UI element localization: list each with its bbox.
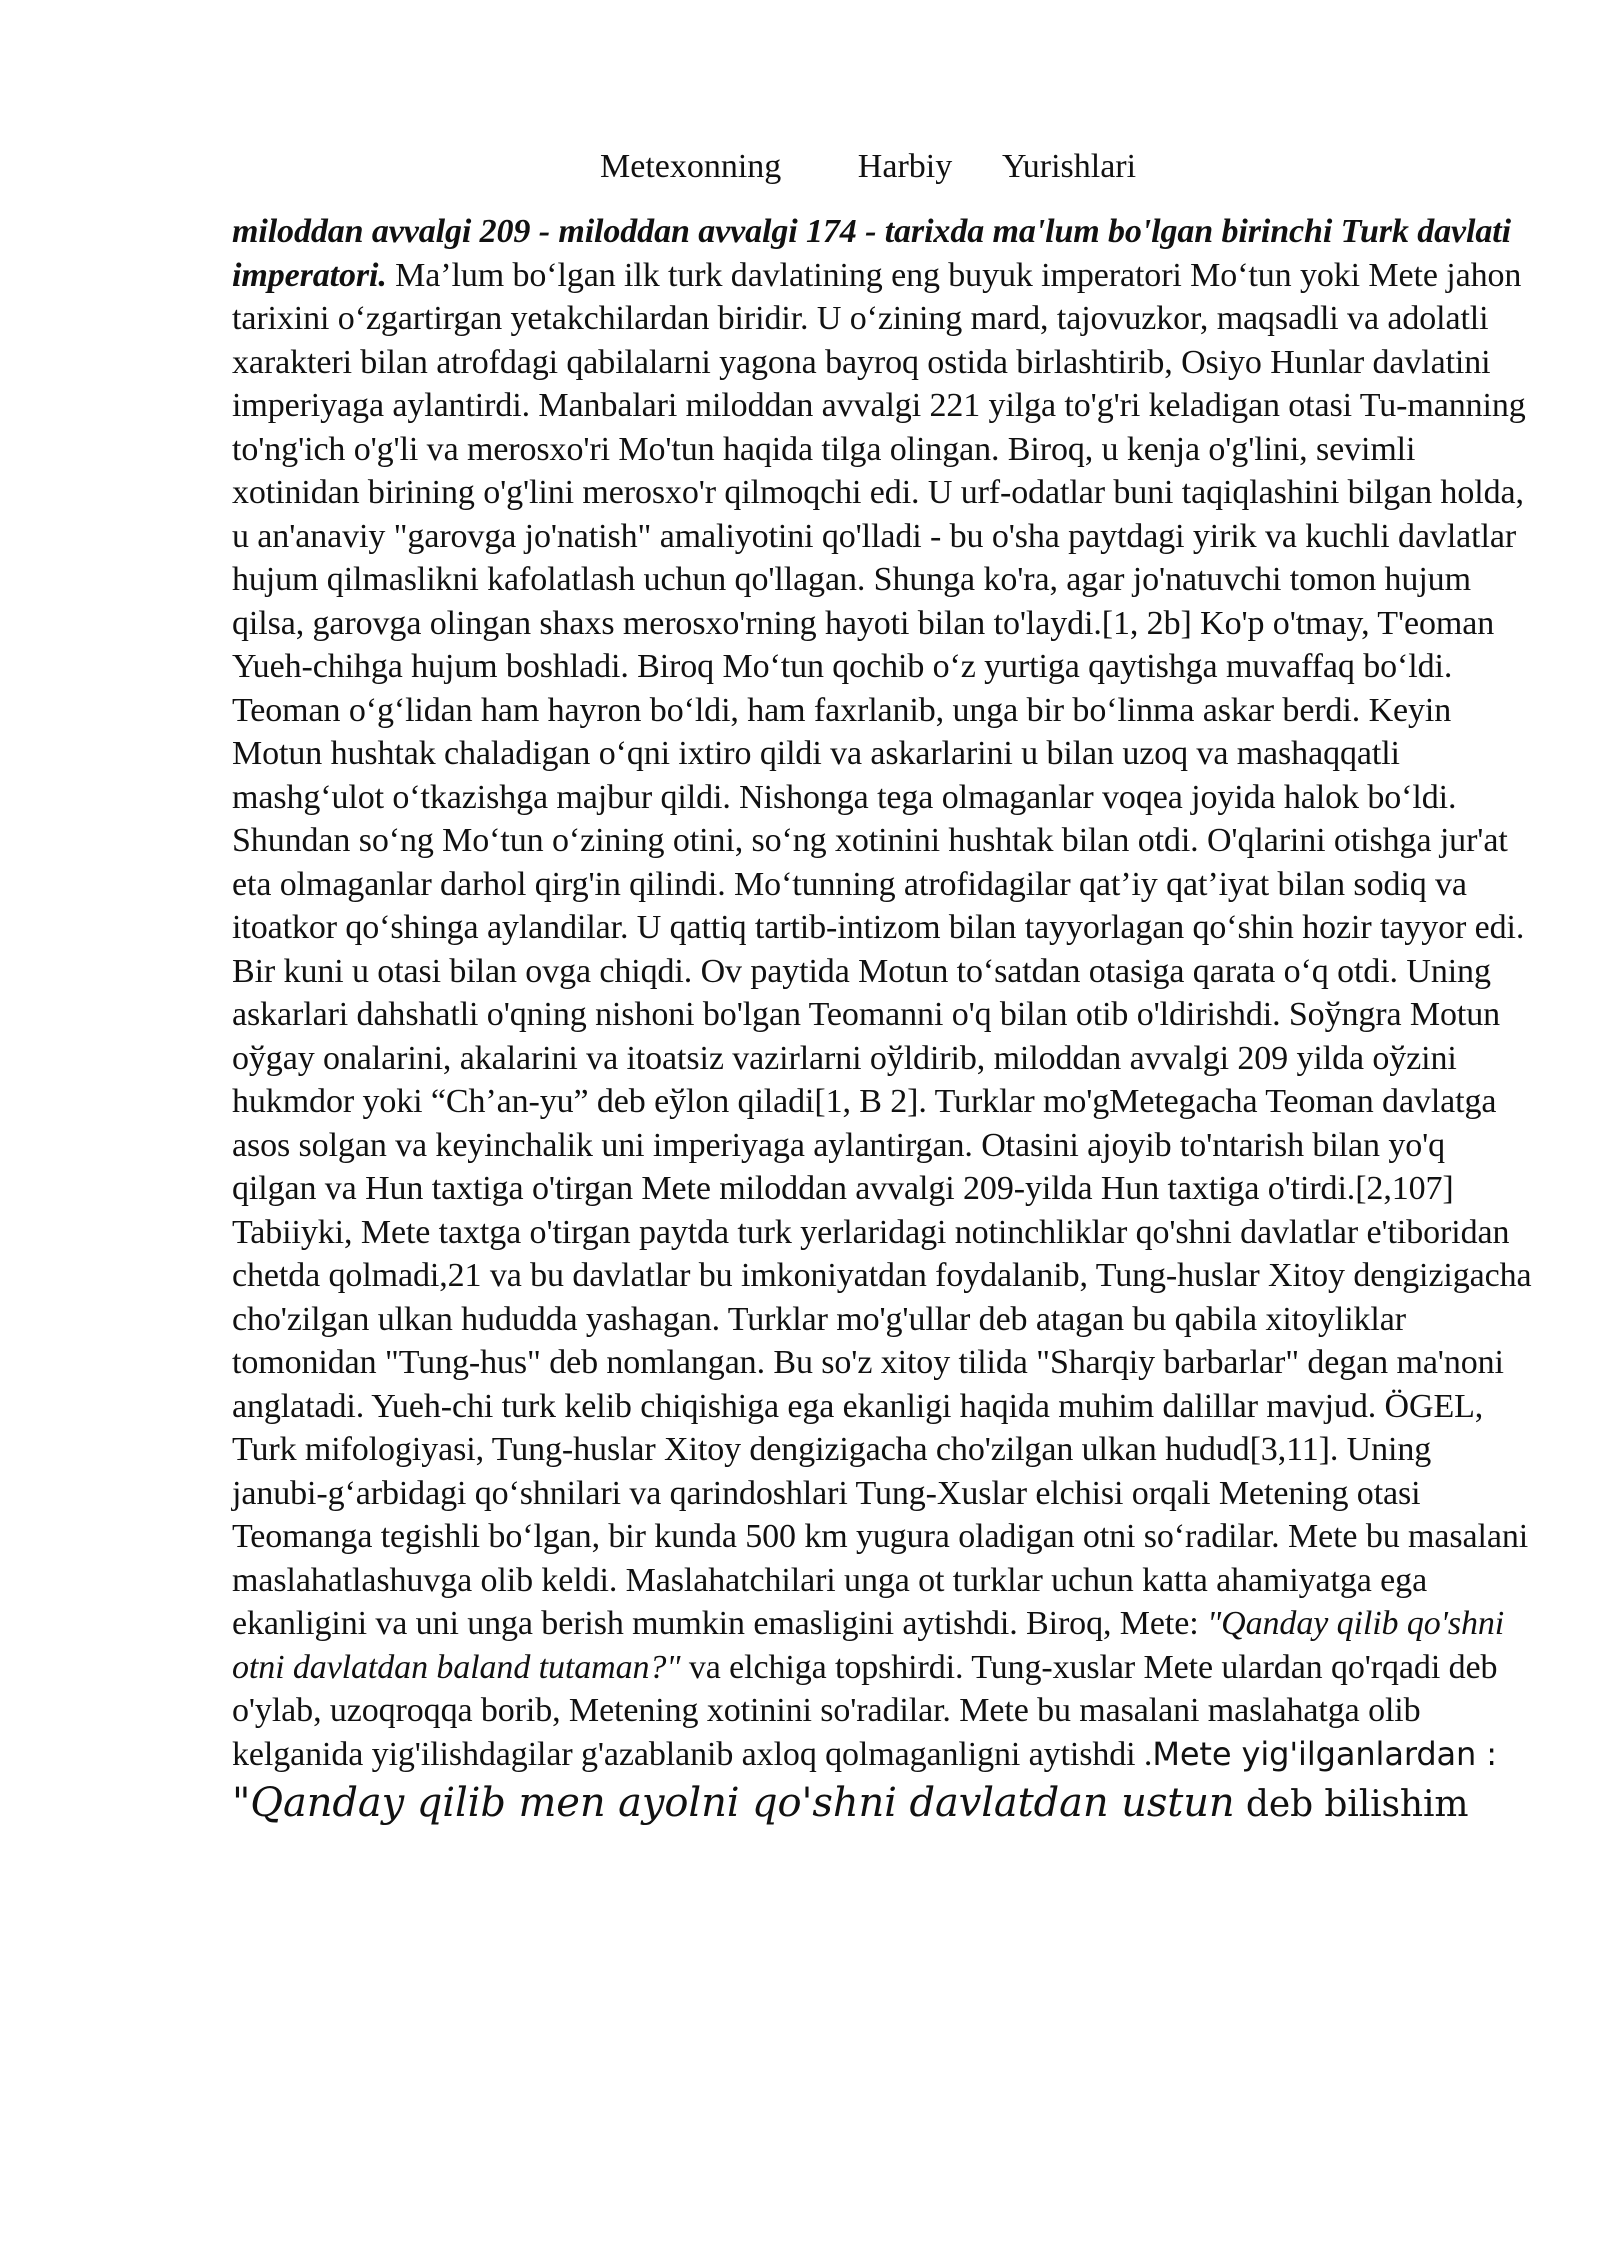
main-paragraph-text: Ma’lum bo‘lgan ilk turk davlatining eng buyuk imperatori Mo‘tun yoki Mete jahon tarixini o‘zgartirgan yetakchilardan biridir. U o‘zining mard, tajovuzkor, maqsadli va adolatli xarakteri bilan atrofdagi qabilalarni yagona bayroq ostida birlashtirib, Osiyo Hunlar davlatini imperiyaga aylantirdi. Manbalari miloddan avvalgi 221 yilga to'g'ri keladigan otasi Tu-manning to'ng'ich o'g'li va merosxo'ri Mo'tun haqida tilga olingan. Biroq, u kenja o'g'lini, sevimli xotinidan birining o'g'lini merosxo'r qilmoqchi edi. U urf-odatlar buni taqiqlashini bilgan holda, u an'anaviy "garovga jo'natish" amaliyotini qo'lladi - bu o'sha paytdagi yirik va kuchli davlatlar hujum qilmaslikni kafolatlash uchun qo'llagan. Shunga ko'ra, agar jo'natuvchi tomon hujum qilsa, garovga olingan shaxs merosxo'rning hayoti bilan to'laydi.[1, 2b] Ko'p o'tmay, T'eoman Yueh-chihga hujum boshladi. Biroq Mo‘tun qochib o‘z yurtiga qaytishga muvaffaq bo‘ldi. Teoman o‘g‘lidan ham hayron bo‘ldi, ham faxrlanib, unga bir bo‘linma askar berdi. Keyin Motun hushtak chaladigan o‘qni ixtiro qildi va askarlarini u bilan uzoq va mashaqqatli mashg‘ulot o‘tkazishga majbur qildi. Nishonga tega olmaganlar voqea joyida halok bo‘ldi. Shundan so‘ng Mo‘tun o‘zining otini, so‘ng xotinini hushtak bilan otdi. O'qlarini otishga jur'at eta olmaganlar darhol qirg'in qilindi. Mo‘tunning atrofidagilar qat’iy qat’iyat bilan sodiq va itoatkor qo‘shinga aylandilar. U qattiq tartib-intizom bilan tayyorlagan qo‘shin hozir tayyor edi. Bir kuni u otasi bilan ovga chiqdi. Ov paytida Motun to‘satdan otasiga qarata o‘q otdi. Uning askarlari dahshatli o'qning nishoni bo'lgan Teomanni o'q bilan otib o'ldirishdi. Soўngra Motun oўgay onalarini, akalarini va itoatsiz vazirlarni oўldirib, miloddan avvalgi 209 yilda oўzini hukmdor yoki “Ch’an-yu” deb eўlon qiladi[1, B 2]. Turklar mo'gMetegacha Teoman davlatga asos solgan va keyinchalik uni imperiyaga aylantirgan. Otasini ajoyib to'ntarish bilan yo'q qilgan va Hun taxtiga o'tirgan Mete miloddan avvalgi 209-yilda Hun taxtiga o'tirdi.[2,107] Tabiiyki, Mete taxtga o'tirgan paytda turk yerlaridagi notinchliklar qo'shni davlatlar e'tiboridan chetda qolmadi,21 va bu davlatlar bu imkoniyatdan foydalanib, Tung-huslar Xitoy dengizigacha cho'zilgan ulkan hududda yashagan. Turklar mo'g'ullar deb atagan bu qabila xitoyliklar tomonidan "Tung-hus" deb nomlangan. Bu so'z xitoy tilida "Sharqiy barbarlar" degan ma'noni anglatadi. Yueh-chi turk kelib chiqishiga ega ekanligi haqida muhim dalillar mavjud. ÖGEL, Turk mifologiyasi, Tung-huslar Xitoy dengizigacha cho'zilgan ulkan hudud[3,11]. Uning janubi-g‘arbidagi qo‘shnilari va qarindoshlari Tung-Xuslar elchisi orqali Metening otasi Teomanga tegishli bo‘lgan, bir kunda 500 km yugura oladigan otni so‘radilar. Mete bu masalani maslahatlashuvga olib keldi. Maslahatchilari unga ot turklar uchun katta ahamiyatga ega ekanligini va uni unga berish mumkin emasligini aytishdi. Biroq, Mete: — [232, 256, 1532, 1642]
document-title: Metexonning Harbiy Yurishlari — [600, 148, 1137, 185]
document-body — [232, 210, 1532, 1833]
quote-text-2: "Qanday qilib men ayolni qo'shni davlatdan ustun — [232, 1780, 1235, 1826]
quote-text-1: "Qanday qilib qo'shni otni davlatdan baland tutaman?" — [232, 1605, 1505, 1686]
lead-bold-text: miloddan avvalgi 209 - miloddan avvalgi 174 - tarixda ma'lum bo'lgan birinchi Turk davlati imperatori. — [232, 213, 1511, 294]
tail-text: deb bilishim — [1234, 1784, 1469, 1825]
after-quote-text: va elchiga topshirdi. Tung-xuslar Mete ulardan qo'rqadi deb o'ylab, uzoqroqqa borib, Metening xotinini so'radilar. Mete bu masalani maslahatga olib kelganida yig'ilishdagilar g'azablanib axloq qolmaganligni aytishdi . — [232, 1648, 1498, 1773]
sans-segment-text: Mete yig'ilganlardan : — [1152, 1734, 1497, 1773]
last-line — [232, 1780, 1469, 1826]
document-page — [232, 150, 1532, 1833]
